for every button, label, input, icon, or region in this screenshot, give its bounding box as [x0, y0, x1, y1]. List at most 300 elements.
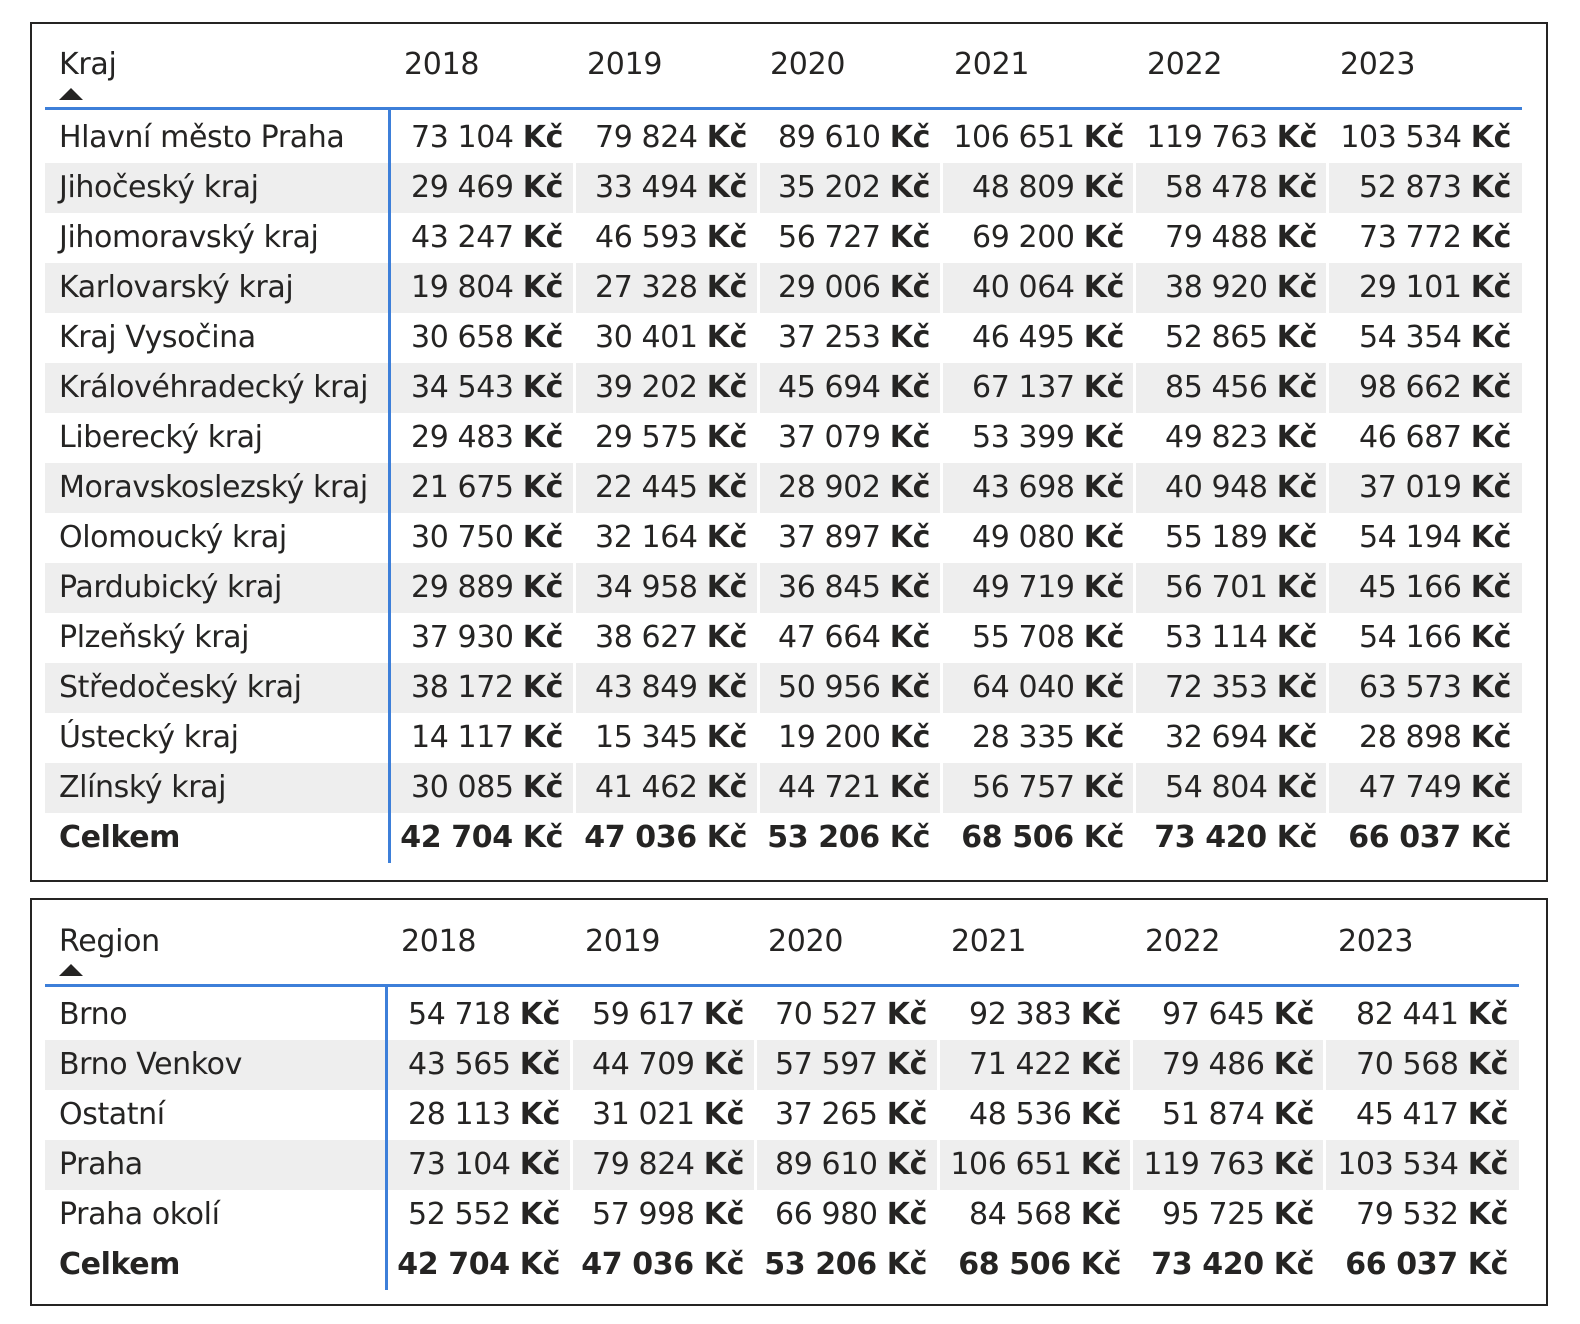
column-gap [570, 1040, 573, 1090]
currency-symbol: Kč [706, 120, 747, 155]
value-amount: 103 534 [1337, 1147, 1459, 1182]
value-cell[interactable] [972, 763, 1124, 813]
currency-symbol: Kč [1276, 820, 1317, 855]
value-amount: 106 651 [953, 120, 1075, 155]
value-cell[interactable] [411, 713, 563, 763]
currency-symbol: Kč [706, 420, 747, 455]
currency-symbol: Kč [886, 997, 927, 1032]
value-cell[interactable] [969, 1040, 1121, 1090]
value-amount: 68 506 [958, 1247, 1071, 1282]
total-value-cell[interactable] [1154, 813, 1317, 863]
currency-symbol: Kč [889, 570, 930, 605]
column-gap [940, 163, 943, 213]
value-amount: 64 040 [972, 670, 1075, 705]
value-cell[interactable] [408, 1140, 560, 1190]
column-gap [573, 363, 576, 413]
currency-symbol: Kč [1467, 1197, 1508, 1232]
value-cell[interactable] [1359, 563, 1511, 613]
currency-symbol: Kč [1467, 1047, 1508, 1082]
total-value-cell[interactable] [961, 813, 1124, 863]
currency-symbol: Kč [1470, 170, 1511, 205]
currency-symbol: Kč [519, 997, 560, 1032]
value-cell[interactable] [595, 363, 747, 413]
row-label[interactable]: Moravskoslezský kraj [59, 470, 368, 505]
value-amount: 54 804 [1165, 770, 1268, 805]
year-header-2019[interactable]: 2019 [585, 924, 661, 959]
currency-symbol: Kč [706, 720, 747, 755]
currency-symbol: Kč [1273, 1047, 1314, 1082]
value-cell[interactable] [1359, 413, 1511, 463]
year-header-2018[interactable]: 2018 [404, 47, 480, 82]
region-column-header[interactable]: Region [59, 924, 160, 959]
value-cell[interactable] [969, 990, 1121, 1040]
value-amount: 40 064 [972, 270, 1075, 305]
currency-symbol: Kč [886, 1097, 927, 1132]
currency-symbol: Kč [1470, 270, 1511, 305]
kraj-column-header[interactable]: Kraj [59, 47, 117, 82]
column-gap [1133, 263, 1136, 313]
currency-symbol: Kč [889, 270, 930, 305]
value-cell[interactable] [1359, 513, 1511, 563]
value-amount: 43 698 [972, 470, 1075, 505]
value-cell[interactable] [595, 163, 747, 213]
value-cell[interactable] [1359, 713, 1511, 763]
total-value-cell[interactable] [400, 813, 563, 863]
row-label[interactable]: Středočeský kraj [59, 670, 302, 705]
value-cell[interactable] [778, 363, 930, 413]
currency-symbol: Kč [519, 1147, 560, 1182]
value-cell[interactable] [411, 313, 563, 363]
value-cell[interactable] [778, 713, 930, 763]
value-amount: 29 889 [411, 570, 514, 605]
header-divider [45, 984, 1519, 987]
value-amount: 55 708 [972, 620, 1075, 655]
value-cell[interactable] [595, 313, 747, 363]
value-cell[interactable] [1165, 163, 1317, 213]
total-value-cell[interactable] [581, 1240, 744, 1290]
value-amount: 72 353 [1165, 670, 1268, 705]
column-gap [757, 263, 760, 313]
value-cell[interactable] [969, 1090, 1121, 1140]
value-cell[interactable] [972, 363, 1124, 413]
currency-symbol: Kč [1083, 170, 1124, 205]
currency-symbol: Kč [703, 1047, 744, 1082]
currency-symbol: Kč [1273, 997, 1314, 1032]
currency-symbol: Kč [519, 1197, 560, 1232]
value-cell[interactable] [595, 513, 747, 563]
currency-symbol: Kč [1083, 420, 1124, 455]
value-cell[interactable] [1165, 463, 1317, 513]
value-cell[interactable] [1356, 1190, 1508, 1240]
currency-symbol: Kč [889, 320, 930, 355]
value-cell[interactable] [1359, 463, 1511, 513]
currency-symbol: Kč [1276, 620, 1317, 655]
value-amount: 67 137 [972, 370, 1075, 405]
value-amount: 53 399 [972, 420, 1075, 455]
column-gap [1133, 163, 1136, 213]
value-cell[interactable] [1359, 663, 1511, 713]
currency-symbol: Kč [889, 620, 930, 655]
currency-symbol: Kč [1470, 620, 1511, 655]
value-amount: 52 552 [408, 1197, 511, 1232]
row-label[interactable]: Ostatní [59, 1097, 165, 1132]
currency-symbol: Kč [1080, 1247, 1121, 1282]
value-amount: 21 675 [411, 470, 514, 505]
value-cell[interactable] [950, 1140, 1121, 1190]
value-cell[interactable] [595, 563, 747, 613]
value-cell[interactable] [1359, 763, 1511, 813]
currency-symbol: Kč [706, 370, 747, 405]
header-divider [45, 107, 1522, 110]
value-cell[interactable] [595, 663, 747, 713]
value-amount: 32 164 [595, 520, 698, 555]
currency-symbol: Kč [706, 470, 747, 505]
value-cell[interactable] [778, 663, 930, 713]
year-header-2020[interactable]: 2020 [770, 47, 846, 82]
value-cell[interactable] [411, 513, 563, 563]
currency-symbol: Kč [889, 670, 930, 705]
value-amount: 56 727 [778, 220, 881, 255]
currency-symbol: Kč [889, 370, 930, 405]
value-cell[interactable] [595, 763, 747, 813]
value-cell[interactable] [972, 413, 1124, 463]
total-row-label[interactable]: Celkem [59, 820, 180, 855]
value-cell[interactable] [1356, 1090, 1508, 1140]
value-cell[interactable] [775, 990, 927, 1040]
value-cell[interactable] [408, 1090, 560, 1140]
value-amount: 79 532 [1356, 1197, 1459, 1232]
value-cell[interactable] [411, 613, 563, 663]
total-value-cell[interactable] [397, 1240, 560, 1290]
column-gap [754, 1040, 757, 1090]
value-cell[interactable] [595, 263, 747, 313]
value-cell[interactable] [972, 163, 1124, 213]
value-cell[interactable] [411, 113, 563, 163]
column-gap [1326, 463, 1329, 513]
currency-symbol: Kč [703, 1247, 744, 1282]
value-amount: 35 202 [778, 170, 881, 205]
year-header-2023[interactable]: 2023 [1340, 47, 1416, 82]
value-cell[interactable] [1165, 563, 1317, 613]
value-cell[interactable] [411, 213, 563, 263]
value-amount: 43 565 [408, 1047, 511, 1082]
row-label[interactable]: Pardubický kraj [59, 570, 282, 605]
value-cell[interactable] [972, 713, 1124, 763]
value-cell[interactable] [1165, 713, 1317, 763]
value-cell[interactable] [411, 163, 563, 213]
value-cell[interactable] [1162, 1040, 1314, 1090]
currency-symbol: Kč [1470, 820, 1511, 855]
year-header-2021[interactable]: 2021 [951, 924, 1027, 959]
value-cell[interactable] [972, 313, 1124, 363]
total-value-cell[interactable] [1151, 1240, 1314, 1290]
column-gap [573, 563, 576, 613]
value-amount: 54 166 [1359, 620, 1462, 655]
column-gap [757, 763, 760, 813]
value-cell[interactable] [1143, 1140, 1314, 1190]
value-amount: 46 495 [972, 320, 1075, 355]
value-cell[interactable] [1359, 163, 1511, 213]
currency-symbol: Kč [1276, 220, 1317, 255]
row-label[interactable]: Královéhradecký kraj [59, 370, 369, 405]
column-gap [1133, 363, 1136, 413]
row-label[interactable]: Brno [59, 997, 128, 1032]
value-cell[interactable] [1359, 313, 1511, 363]
value-amount: 49 823 [1165, 420, 1268, 455]
value-cell[interactable] [1162, 990, 1314, 1040]
column-gap [1323, 1040, 1326, 1090]
currency-symbol: Kč [706, 520, 747, 555]
value-cell[interactable] [972, 563, 1124, 613]
value-cell[interactable] [595, 463, 747, 513]
value-cell[interactable] [592, 990, 744, 1040]
value-amount: 30 401 [595, 320, 698, 355]
currency-symbol: Kč [1276, 470, 1317, 505]
value-cell[interactable] [1165, 513, 1317, 563]
value-cell[interactable] [592, 1140, 744, 1190]
row-label[interactable]: Ústecký kraj [59, 720, 239, 755]
currency-symbol: Kč [1467, 1147, 1508, 1182]
value-amount: 34 958 [595, 570, 698, 605]
currency-symbol: Kč [1083, 470, 1124, 505]
value-cell[interactable] [778, 463, 930, 513]
column-gap [1326, 763, 1329, 813]
value-amount: 32 694 [1165, 720, 1268, 755]
total-row-label[interactable]: Celkem [59, 1247, 180, 1282]
currency-symbol: Kč [1083, 770, 1124, 805]
currency-symbol: Kč [706, 220, 747, 255]
value-cell[interactable] [592, 1190, 744, 1240]
currency-symbol: Kč [1083, 320, 1124, 355]
value-amount: 36 845 [778, 570, 881, 605]
currency-symbol: Kč [1083, 520, 1124, 555]
currency-symbol: Kč [1276, 520, 1317, 555]
row-label[interactable]: Kraj Vysočina [59, 320, 256, 355]
year-header-2018[interactable]: 2018 [401, 924, 477, 959]
column-gap [1133, 463, 1136, 513]
currency-symbol: Kč [886, 1197, 927, 1232]
row-label[interactable]: Praha okolí [59, 1197, 220, 1232]
value-cell[interactable] [778, 163, 930, 213]
value-cell[interactable] [1356, 990, 1508, 1040]
value-cell[interactable] [1359, 213, 1511, 263]
currency-symbol: Kč [522, 370, 563, 405]
value-amount: 70 568 [1356, 1047, 1459, 1082]
value-amount: 29 469 [411, 170, 514, 205]
currency-symbol: Kč [1470, 770, 1511, 805]
value-cell[interactable] [972, 613, 1124, 663]
value-cell[interactable] [953, 113, 1124, 163]
value-amount: 54 718 [408, 997, 511, 1032]
row-label[interactable]: Jihočeský kraj [59, 170, 259, 205]
value-cell[interactable] [972, 463, 1124, 513]
value-cell[interactable] [595, 613, 747, 663]
value-cell[interactable] [1359, 263, 1511, 313]
total-value-cell[interactable] [1345, 1240, 1508, 1290]
value-cell[interactable] [778, 763, 930, 813]
currency-symbol: Kč [886, 1147, 927, 1182]
total-value-cell[interactable] [764, 1240, 927, 1290]
sort-ascending-icon[interactable] [59, 964, 83, 976]
value-amount: 47 749 [1359, 770, 1462, 805]
row-label[interactable]: Jihomoravský kraj [59, 220, 319, 255]
value-cell[interactable] [778, 513, 930, 563]
value-cell[interactable] [1356, 1040, 1508, 1090]
value-cell[interactable] [972, 663, 1124, 713]
value-amount: 29 006 [778, 270, 881, 305]
total-value-cell[interactable] [958, 1240, 1121, 1290]
value-cell[interactable] [595, 413, 747, 463]
value-cell[interactable] [778, 113, 930, 163]
value-cell[interactable] [411, 363, 563, 413]
value-cell[interactable] [775, 1190, 927, 1240]
currency-symbol: Kč [522, 720, 563, 755]
currency-symbol: Kč [1273, 1147, 1314, 1182]
row-label[interactable]: Zlínský kraj [59, 770, 227, 805]
value-cell[interactable] [1146, 113, 1317, 163]
value-cell[interactable] [1165, 613, 1317, 663]
value-cell[interactable] [1165, 413, 1317, 463]
value-amount: 22 445 [595, 470, 698, 505]
value-cell[interactable] [1359, 363, 1511, 413]
value-cell[interactable] [411, 413, 563, 463]
value-cell[interactable] [1165, 363, 1317, 413]
value-amount: 46 593 [595, 220, 698, 255]
value-amount: 70 527 [775, 997, 878, 1032]
value-cell[interactable] [775, 1040, 927, 1090]
currency-symbol: Kč [706, 620, 747, 655]
value-amount: 63 573 [1359, 670, 1462, 705]
currency-symbol: Kč [1083, 120, 1124, 155]
value-cell[interactable] [595, 713, 747, 763]
currency-symbol: Kč [1470, 420, 1511, 455]
row-label[interactable]: Praha [59, 1147, 143, 1182]
row-label[interactable]: Brno Venkov [59, 1047, 242, 1082]
value-amount: 39 202 [595, 370, 698, 405]
currency-symbol: Kč [522, 520, 563, 555]
value-amount: 42 704 [400, 820, 513, 855]
value-cell[interactable] [972, 513, 1124, 563]
column-gap [573, 163, 576, 213]
column-gap [757, 163, 760, 213]
value-cell[interactable] [595, 113, 747, 163]
value-amount: 73 420 [1151, 1247, 1264, 1282]
value-cell[interactable] [592, 1090, 744, 1140]
value-cell[interactable] [1337, 1140, 1508, 1190]
currency-symbol: Kč [1470, 370, 1511, 405]
column-gap [1133, 663, 1136, 713]
value-cell[interactable] [1359, 613, 1511, 663]
value-amount: 106 651 [950, 1147, 1072, 1182]
year-header-2023[interactable]: 2023 [1338, 924, 1414, 959]
value-cell[interactable] [1165, 663, 1317, 713]
value-cell[interactable] [408, 1190, 560, 1240]
value-cell[interactable] [775, 1140, 927, 1190]
value-cell[interactable] [411, 763, 563, 813]
total-value-cell[interactable] [1348, 813, 1511, 863]
value-cell[interactable] [1162, 1190, 1314, 1240]
row-label[interactable]: Plzeňský kraj [59, 620, 250, 655]
year-header-2021[interactable]: 2021 [954, 47, 1030, 82]
value-cell[interactable] [972, 263, 1124, 313]
currency-symbol: Kč [1470, 120, 1511, 155]
value-cell[interactable] [411, 563, 563, 613]
value-amount: 95 725 [1162, 1197, 1265, 1232]
currency-symbol: Kč [1276, 120, 1317, 155]
column-gap [937, 1140, 940, 1190]
value-cell[interactable] [411, 463, 563, 513]
value-amount: 89 610 [778, 120, 881, 155]
currency-symbol: Kč [1276, 370, 1317, 405]
value-amount: 79 486 [1162, 1047, 1265, 1082]
value-amount: 66 037 [1345, 1247, 1458, 1282]
value-amount: 73 104 [411, 120, 514, 155]
column-gap [940, 363, 943, 413]
value-amount: 44 709 [592, 1047, 695, 1082]
year-header-2019[interactable]: 2019 [587, 47, 663, 82]
value-amount: 103 534 [1340, 120, 1462, 155]
value-cell[interactable] [1165, 313, 1317, 363]
currency-symbol: Kč [1080, 1147, 1121, 1182]
value-amount: 28 113 [408, 1097, 511, 1132]
value-cell[interactable] [1165, 263, 1317, 313]
value-amount: 41 462 [595, 770, 698, 805]
currency-symbol: Kč [522, 270, 563, 305]
sort-ascending-icon[interactable] [59, 88, 83, 100]
value-amount: 59 617 [592, 997, 695, 1032]
column-gap [1133, 563, 1136, 613]
value-cell[interactable] [1162, 1090, 1314, 1140]
value-cell[interactable] [778, 413, 930, 463]
currency-symbol: Kč [1276, 420, 1317, 455]
year-header-2022[interactable]: 2022 [1145, 924, 1221, 959]
value-cell[interactable] [1165, 763, 1317, 813]
total-value-cell[interactable] [767, 813, 930, 863]
value-cell[interactable] [778, 613, 930, 663]
value-cell[interactable] [778, 263, 930, 313]
total-value-cell[interactable] [584, 813, 747, 863]
value-cell[interactable] [1340, 113, 1511, 163]
value-amount: 15 345 [595, 720, 698, 755]
value-cell[interactable] [972, 213, 1124, 263]
value-cell[interactable] [595, 213, 747, 263]
value-cell[interactable] [1165, 213, 1317, 263]
value-cell[interactable] [411, 663, 563, 713]
currency-symbol: Kč [522, 670, 563, 705]
value-cell[interactable] [775, 1090, 927, 1140]
row-label[interactable]: Olomoucký kraj [59, 520, 287, 555]
value-cell[interactable] [778, 213, 930, 263]
row-label[interactable]: Karlovarský kraj [59, 270, 294, 305]
value-cell[interactable] [408, 990, 560, 1040]
row-label[interactable]: Hlavní město Praha [59, 120, 345, 155]
row-label[interactable]: Liberecký kraj [59, 420, 263, 455]
value-cell[interactable] [778, 313, 930, 363]
column-gap [1326, 663, 1329, 713]
value-cell[interactable] [411, 263, 563, 313]
year-header-2022[interactable]: 2022 [1147, 47, 1223, 82]
value-cell[interactable] [969, 1190, 1121, 1240]
column-gap [940, 563, 943, 613]
column-gap [940, 463, 943, 513]
year-header-2020[interactable]: 2020 [768, 924, 844, 959]
value-amount: 40 948 [1165, 470, 1268, 505]
value-cell[interactable] [592, 1040, 744, 1090]
value-cell[interactable] [778, 563, 930, 613]
value-amount: 52 873 [1359, 170, 1462, 205]
value-cell[interactable] [408, 1040, 560, 1090]
currency-symbol: Kč [1470, 570, 1511, 605]
